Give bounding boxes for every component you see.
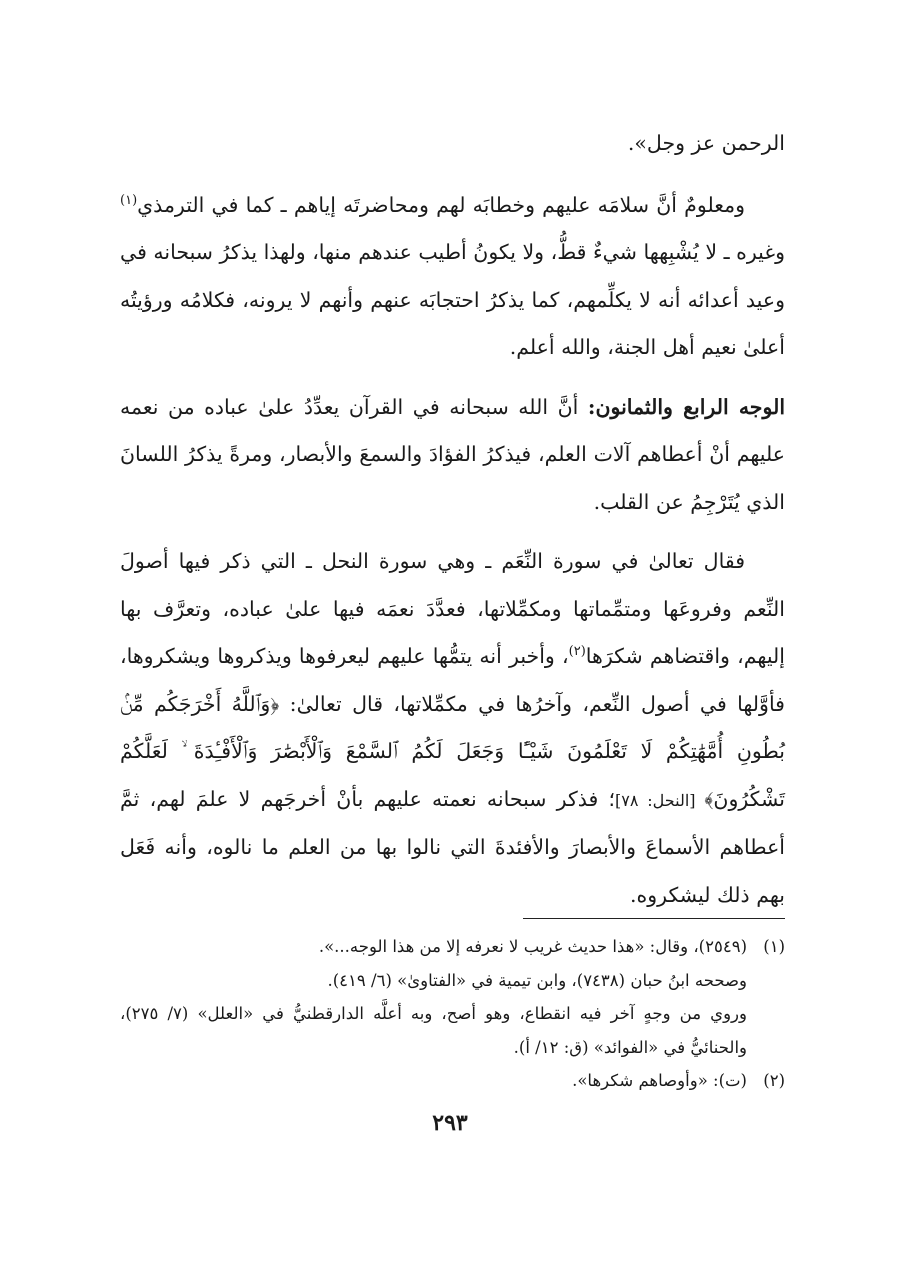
paragraph-4 [120, 538, 785, 919]
paragraph-1 [120, 120, 785, 168]
paragraph-2 [120, 182, 785, 372]
paragraph-4-text-a: فقال تعالىٰ في سورة النِّعَم ـ وهي سورة النحل ـ التي ذكر فيها أصولَ النِّعم وفروعَها ومتمِّماتها ومكمِّلاتها، فعدَّدَ نعمَه فيها علىٰ عباده، وتعرَّف بها إليهم، واقتضاهم شكرَها [120, 549, 785, 668]
footnote-1 [120, 930, 785, 964]
paragraph-4-text-b: ، وأخبر أنه يتمُّها عليهم ليعرفوها ويذكروها ويشكروها، فأوَّلها في أصول النِّعم، وآخرُها في مكمِّلاتها، قال تعالىٰ: [120, 644, 785, 716]
paragraph-3-text: أنَّ الله سبحانه في القرآن يعدِّدُ علىٰ عباده من نعمه عليهم أنْ أعطاهم آلات العلم، فيذكرُ الفؤادَ والسمعَ والأبصار، ومرةً يذكرُ اللسانَ الذي يُتَرْجِمُ عن القلب. [120, 394, 785, 514]
section-heading: الوجه الرابع والثمانون: [587, 394, 786, 419]
paragraph-3 [120, 384, 785, 527]
footnote-ref-2[interactable]: (٢) [568, 644, 586, 660]
paragraph-1-text: الرحمن عز وجل». [627, 131, 785, 155]
footnote-2-number: (٢) [763, 1071, 785, 1090]
footnote-1-line-1: (٢٥٤٩)، وقال: «هذا حديث غريب لا نعرفه إلا من هذا الوجه...». [318, 937, 747, 956]
quran-verse: ﴿وَٱللَّهُ أَخْرَجَكُم مِّنۢ بُطُونِ أُمَّهَٰتِكُمْ لَا تَعْلَمُونَ شَيْـًٔا وَجَعَلَ لَكُمُ ٱلسَّمْعَ وَٱلْأَبْصَٰرَ وَٱلْأَفْـِٔدَةَ ۙ لَعَلَّكُمْ تَشْكُرُونَ﴾ [120, 691, 785, 811]
footnotes [120, 930, 785, 1098]
main-text [120, 120, 785, 931]
footnote-1-number: (١) [763, 937, 785, 956]
footnote-separator [523, 918, 785, 919]
paragraph-2-text-b: وغيره ـ لا يُشْبِهها شيءٌ قطُّ، ولا يكونُ أطيب عندهم منها، ولهذا يذكرُ سبحانه في وعيد أعدائه أنه لا يكلِّمهم، كما يذكرُ احتجابَه عنهم وأنهم لا يرونه، فكلامُه ورؤيتُه أعلىٰ نعيم أهل الجنة، والله أعلم. [120, 240, 785, 359]
footnote-1-line-2: وصححه ابنُ حبان (٧٤٣٨)، وابن تيمية في «الفتاوىٰ» (٦/ ٤١٩). [327, 970, 747, 990]
footnote-1-line-3: وروي من وجهٍ آخر فيه انقطاع، وهو أصح، وبه أعلَّه الدارقطنيُّ في «العلل» (٧/ ٢٧٥)، والحنائيُّ في «الفوائد» (ق: ١٢/ أ). [120, 1004, 747, 1057]
verse-reference: [النحل: ٧٨] [615, 790, 705, 810]
footnote-1-continuation-2 [120, 997, 785, 1064]
footnote-2-text: (ت): «وأوصاهم شكرها». [572, 1071, 747, 1090]
paragraph-4-text-c: ؛ فذكر سبحانه نعمته عليهم بأنْ أخرجَهم لا علمَ لهم، ثمَّ أعطاهم الأسماعَ والأبصارَ والأفئدةَ التي نالوا بها من العلم ما نالوه، وأنه فَعَل بهم ذلك ليشكروه. [120, 786, 785, 907]
paragraph-2-text-a: ومعلومٌ أنَّ سلامَه عليهم وخطابَه لهم ومحاضرتَه إياهم ـ كما في الترمذي [137, 192, 745, 217]
page-number: ٢٩٣ [432, 1110, 468, 1136]
footnote-ref-1[interactable]: (١) [120, 192, 138, 208]
footnote-1-continuation [120, 964, 785, 998]
footnote-2 [120, 1064, 785, 1098]
